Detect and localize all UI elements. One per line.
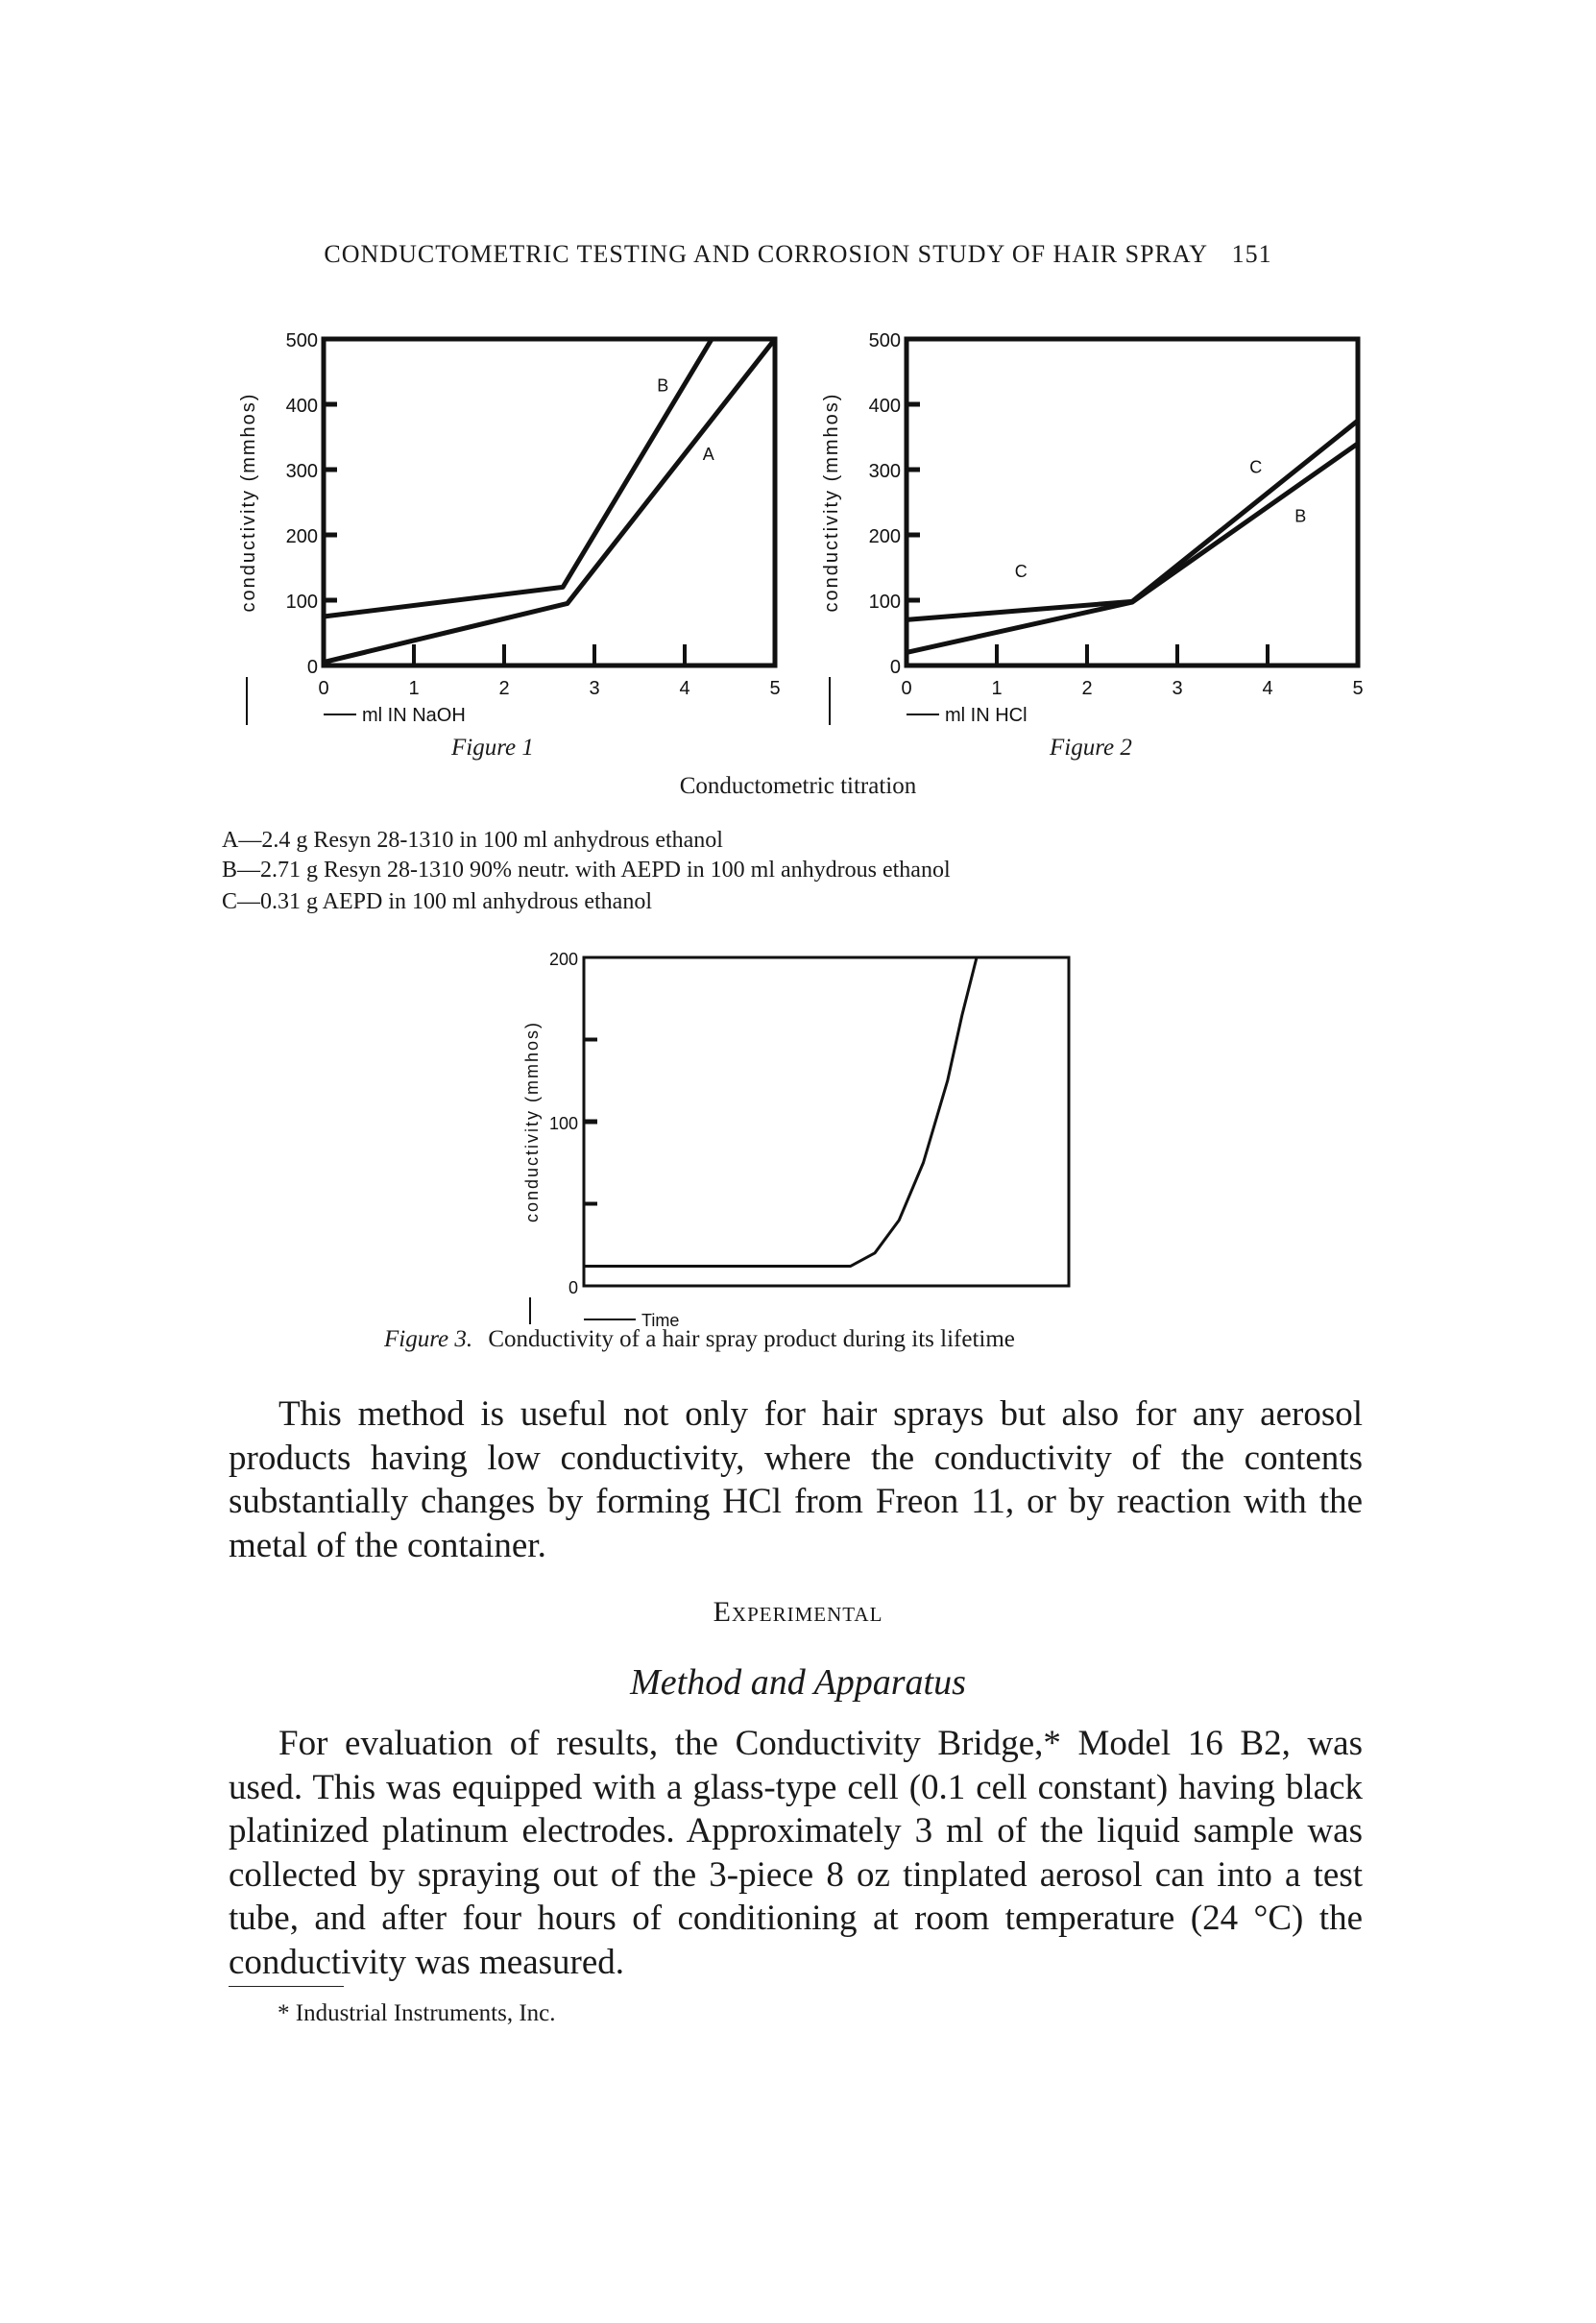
y-tick-label: 300 bbox=[285, 461, 318, 482]
annotation-c: C bbox=[1249, 457, 1263, 477]
series-c bbox=[907, 421, 1358, 619]
series-b bbox=[324, 339, 712, 617]
y-tick-label: 500 bbox=[868, 330, 901, 351]
subheading: Method and Apparatus bbox=[630, 1662, 966, 1703]
figure-2-chart bbox=[794, 312, 1370, 725]
figure-1-label: Figure 1 bbox=[451, 735, 534, 761]
figure-3-caption bbox=[384, 1326, 1015, 1353]
y-tick-label: 100 bbox=[285, 592, 318, 613]
footnote: * Industrial Instruments, Inc. bbox=[278, 2000, 556, 2026]
y-axis-label: conductivity (mmhos) bbox=[238, 392, 259, 613]
paragraph-1 bbox=[229, 1392, 1363, 1567]
legend-c: C—0.31 g AEPD in 100 ml anhydrous ethanol bbox=[222, 889, 652, 914]
y-axis-label: conductivity (mmhos) bbox=[821, 392, 842, 613]
x-tick-label: 4 bbox=[679, 678, 690, 699]
page-number: 151 bbox=[1231, 240, 1272, 268]
x-axis-label: ml IN NaOH bbox=[362, 705, 466, 725]
footnote-rule bbox=[229, 1986, 344, 1987]
legend-a: A—2.4 g Resyn 28-1310 in 100 ml anhydrous ethanol bbox=[222, 828, 723, 853]
paragraph-2-text: For evaluation of results, the Conductivity Bridge,* Model 16 B2, was used. This was equipped with a glass-type cell (0.1 cell constant) having black platinized platinum electrodes. Approximately 3 ml of the liquid sample was collected by spraying out of the 3-piece 8 oz tinplated aerosol can into a test tube, and after four hours of conditioning at room temperature (24 °C) the conductivity was measured. bbox=[229, 1724, 1363, 1982]
paragraph-2 bbox=[229, 1722, 1363, 1984]
x-tick-label: 4 bbox=[1262, 678, 1273, 699]
series-a bbox=[324, 339, 775, 663]
y-tick-label: 0 bbox=[306, 657, 318, 678]
figure-group-caption: Conductometric titration bbox=[679, 773, 917, 799]
x-tick-label: 2 bbox=[1081, 678, 1093, 699]
y-tick-label: 200 bbox=[868, 526, 901, 547]
paragraph-1-text: This method is useful not only for hair sprays but also for any aerosol products having low conductivity, where the conductivity of the contents substantially changes by forming HCl from Freon 11, or by reaction with the metal of the container. bbox=[229, 1394, 1363, 1565]
annotation-b: B bbox=[1294, 506, 1307, 526]
section-heading: Experimental bbox=[713, 1596, 883, 1628]
x-axis-label: ml IN HCl bbox=[945, 705, 1028, 725]
y-tick-label: 0 bbox=[889, 657, 901, 678]
annotation-a: A bbox=[702, 444, 714, 464]
figure-1-chart bbox=[211, 312, 787, 725]
figure-3-caption-text: Conductivity of a hair spray product during its lifetime bbox=[488, 1326, 1015, 1352]
figure-2-label: Figure 2 bbox=[1050, 735, 1132, 761]
x-tick-label: 3 bbox=[1172, 678, 1183, 699]
series-hair-spray-product bbox=[584, 957, 977, 1266]
plot-frame bbox=[324, 339, 775, 665]
y-tick-label: 100 bbox=[868, 592, 901, 613]
annotation-b: B bbox=[657, 375, 669, 396]
x-tick-label: 5 bbox=[769, 678, 781, 699]
running-title: CONDUCTOMETRIC TESTING AND CORROSION STUDY OF HAIR SPRAY bbox=[324, 240, 1208, 268]
x-tick-label: 2 bbox=[498, 678, 510, 699]
y-tick-label: 300 bbox=[868, 461, 901, 482]
figure-3-label: Figure 3. bbox=[384, 1326, 473, 1352]
x-tick-label: 0 bbox=[318, 678, 329, 699]
running-header bbox=[0, 240, 1596, 269]
x-axis-label: Time bbox=[641, 1311, 680, 1330]
y-tick-label: 400 bbox=[868, 396, 901, 417]
y-tick-label: 0 bbox=[568, 1278, 578, 1297]
y-axis-label: conductivity (mmhos) bbox=[522, 1020, 542, 1223]
annotation-c: C bbox=[1014, 562, 1028, 582]
y-tick-label: 200 bbox=[548, 950, 578, 969]
x-tick-label: 1 bbox=[991, 678, 1003, 699]
figure-3-chart bbox=[485, 936, 1080, 1330]
x-tick-label: 5 bbox=[1352, 678, 1364, 699]
x-tick-label: 3 bbox=[589, 678, 600, 699]
y-tick-label: 400 bbox=[285, 396, 318, 417]
y-tick-label: 200 bbox=[285, 526, 318, 547]
x-tick-label: 0 bbox=[901, 678, 912, 699]
x-tick-label: 1 bbox=[408, 678, 420, 699]
plot-frame bbox=[584, 957, 1069, 1286]
y-tick-label: 100 bbox=[548, 1114, 578, 1133]
y-tick-label: 500 bbox=[285, 330, 318, 351]
legend-b: B—2.71 g Resyn 28-1310 90% neutr. with AEPD in 100 ml anhydrous ethanol bbox=[222, 858, 951, 883]
